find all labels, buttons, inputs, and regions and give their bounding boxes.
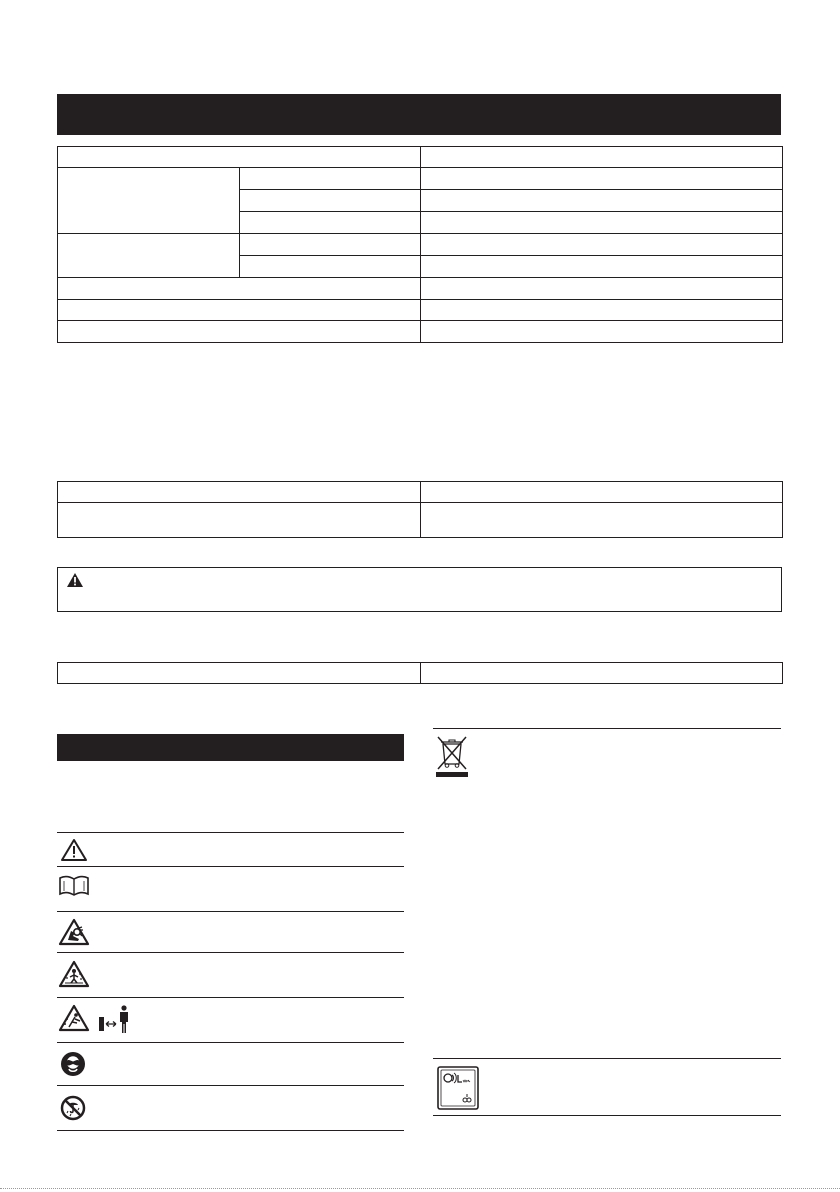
table-cell (58, 278, 421, 300)
table-row (58, 300, 783, 321)
title-bar (57, 94, 781, 135)
table-row (58, 147, 783, 168)
guaranteed-sound-power-label-icon (437, 1066, 479, 1110)
table-row (58, 168, 783, 190)
table-cell (421, 663, 783, 684)
table-cell (240, 190, 421, 212)
table-row (58, 503, 783, 538)
symbols-divider (57, 997, 404, 998)
symbols-heading-text (57, 740, 65, 754)
table-cell (58, 663, 421, 684)
table-cell (58, 300, 421, 321)
flying-debris-hazard-icon (58, 960, 90, 988)
table-cell (421, 212, 783, 234)
title-bar-text (57, 106, 67, 122)
read-manual-icon (58, 874, 90, 898)
table-cell (421, 190, 783, 212)
table-cell (58, 503, 421, 538)
table-cell (58, 168, 240, 234)
table-cell (421, 168, 783, 190)
table-cell (240, 256, 421, 278)
table-cell (240, 212, 421, 234)
table-cell (421, 234, 783, 256)
specification-table (57, 146, 783, 343)
table-cell (421, 256, 783, 278)
caution-triangle-icon (60, 838, 88, 862)
symbols-divider (57, 952, 404, 953)
table-cell (58, 321, 421, 343)
page-bottom-edge (0, 1188, 840, 1189)
table-cell (421, 300, 783, 321)
symbols-divider (57, 1042, 404, 1043)
no-rain-exposure-icon (60, 1095, 86, 1121)
rotating-blade-hazard-icon (58, 918, 90, 946)
crossed-out-wheelie-bin-icon (434, 734, 470, 778)
table-cell (421, 482, 783, 503)
warning-box (57, 567, 782, 612)
table-cell (58, 482, 421, 503)
table-cell (421, 503, 783, 538)
noise-label-bottom-rule (433, 1115, 781, 1116)
table-row (58, 663, 783, 684)
table-row (58, 321, 783, 343)
symbols-heading-bar (57, 734, 404, 761)
table-cell (421, 278, 783, 300)
wear-eye-protection-icon (60, 1051, 86, 1077)
keep-distance-icon (58, 1003, 138, 1035)
table-cell (240, 234, 421, 256)
disposal-top-rule (433, 728, 781, 729)
table-row (58, 482, 783, 503)
symbols-divider (57, 832, 404, 833)
table-cell (58, 147, 421, 168)
vibration-table (57, 662, 783, 684)
warning-triangle-icon (66, 572, 84, 593)
symbols-divider (57, 866, 404, 867)
table-cell (240, 168, 421, 190)
table-row (58, 278, 783, 300)
table-cell (421, 321, 783, 343)
table-row (58, 234, 783, 256)
noise-table (57, 481, 783, 538)
table-cell (58, 234, 240, 278)
noise-label-top-rule (433, 1058, 781, 1059)
symbols-divider (57, 911, 404, 912)
table-cell (421, 147, 783, 168)
symbols-divider (57, 1085, 404, 1086)
symbols-divider (57, 1130, 404, 1131)
